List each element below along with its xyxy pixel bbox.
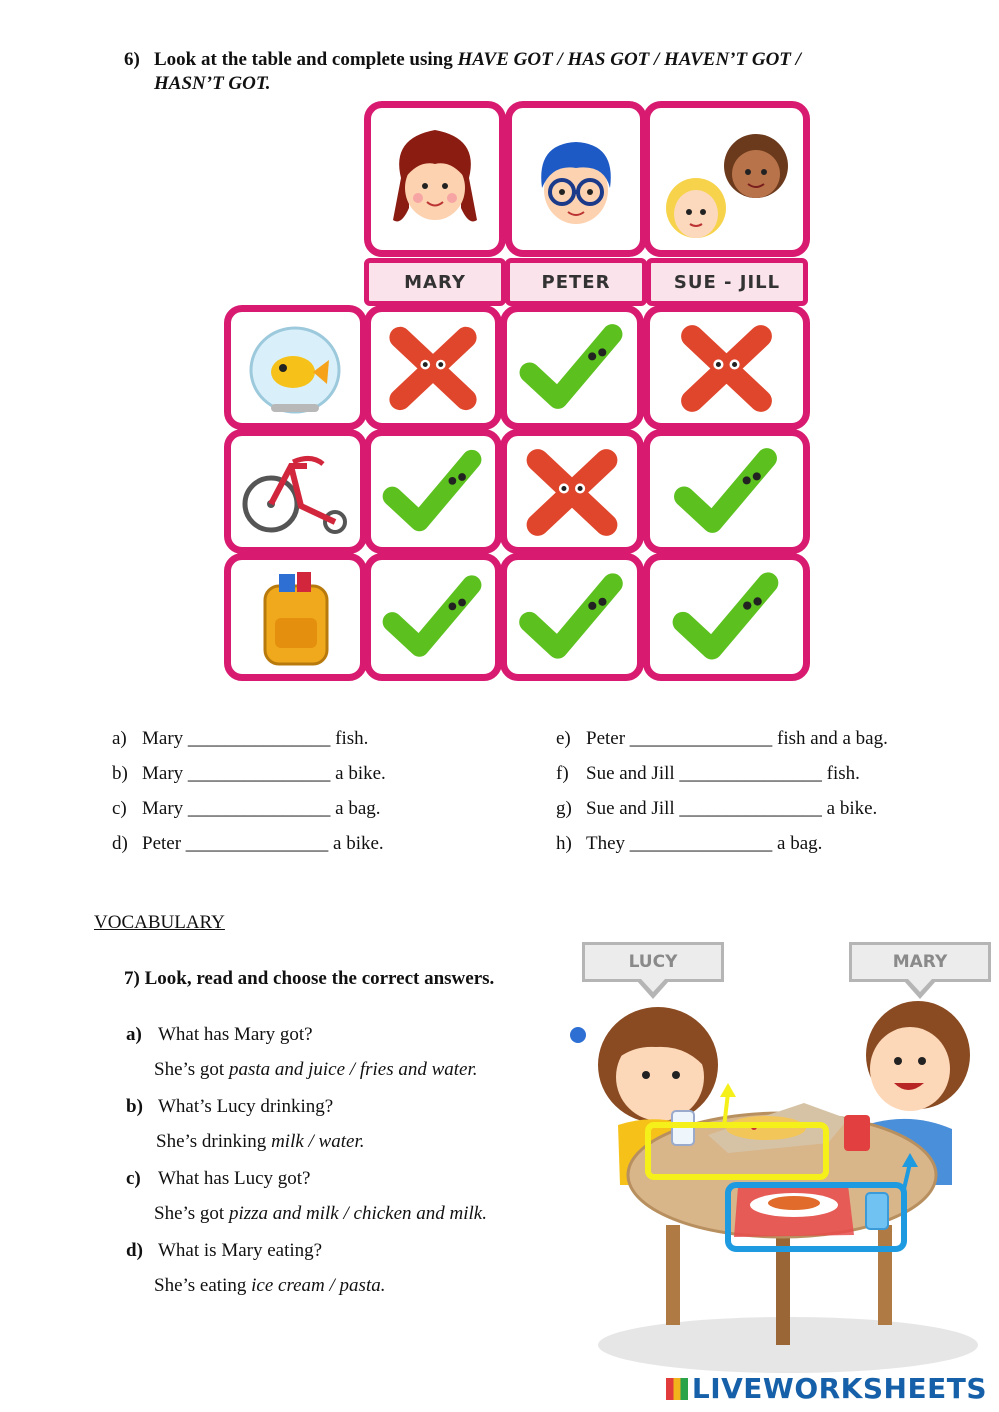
question-text: What has Lucy got?	[158, 1168, 311, 1189]
sentence-text[interactable]: Mary _______________ a bag.	[142, 798, 381, 819]
question-item	[126, 1168, 310, 1190]
sentence-item	[556, 833, 822, 855]
sentence-item	[112, 728, 368, 750]
sentence-label: a)	[112, 728, 127, 749]
question-item	[126, 1096, 333, 1118]
question-label: d)	[126, 1240, 143, 1261]
cross-icon	[500, 429, 644, 554]
instruction-text: Look at the table and complete using	[154, 49, 458, 70]
sentence-label: f)	[556, 763, 569, 784]
sentence-text[interactable]: Sue and Jill _______________ a bike.	[586, 798, 878, 819]
answer-line	[154, 1059, 478, 1081]
answer-line	[156, 1131, 364, 1153]
answer-line	[154, 1275, 385, 1297]
mary-face-image	[364, 101, 506, 257]
sue-jill-faces-image	[643, 101, 810, 257]
tick-icon	[500, 305, 644, 430]
sentence-text[interactable]: Sue and Jill _______________ fish.	[586, 763, 860, 784]
tricycle-image	[224, 429, 367, 554]
tick-icon	[643, 429, 810, 554]
answer-options[interactable]: pizza and milk / chicken and milk.	[228, 1203, 487, 1224]
question-label: b)	[126, 1096, 143, 1117]
question-label: c)	[126, 1168, 141, 1189]
name-label-mary: MARY	[364, 258, 506, 306]
lucy-label: LUCY	[582, 942, 724, 982]
sentence-item	[556, 728, 888, 750]
mary-label: MARY	[849, 942, 991, 982]
kids-table-illustration	[548, 935, 994, 1375]
name-label-peter: PETER	[505, 258, 647, 306]
fish-bowl-image	[224, 305, 367, 430]
question-label: a)	[126, 1024, 142, 1045]
liveworksheets-logo-text: LIVEWORKSHEETS	[691, 1372, 987, 1405]
sentence-label: c)	[112, 798, 127, 819]
tick-icon	[643, 553, 810, 681]
answer-options[interactable]: ice cream / pasta.	[251, 1275, 386, 1296]
exercise-7-title: 7) Look, read and choose the correct answers.	[124, 968, 495, 989]
vocabulary-heading: VOCABULARY	[94, 912, 225, 933]
sentence-label: h)	[556, 833, 572, 854]
sentence-text[interactable]: They _______________ a bag.	[586, 833, 823, 854]
cross-icon	[364, 305, 502, 430]
sentence-item	[112, 763, 386, 785]
kids-eating-picture	[548, 935, 994, 1375]
sentence-label: b)	[112, 763, 128, 784]
sentence-text[interactable]: Peter _______________ a bike.	[142, 833, 384, 854]
instruction-options: HAVE GOT / HAS GOT / HAVEN’T GOT /	[457, 49, 801, 70]
sentence-label: d)	[112, 833, 128, 854]
tick-icon	[364, 429, 502, 554]
question-text: What has Mary got?	[158, 1024, 313, 1045]
sentence-item	[556, 763, 860, 785]
instruction-options-line2: HASN’T GOT.	[154, 73, 271, 94]
sentence-label: g)	[556, 798, 572, 819]
question-text: What is Mary eating?	[158, 1240, 323, 1261]
have-got-table	[0, 0, 999, 700]
answer-line	[154, 1203, 487, 1225]
answer-prefix: She’s got	[154, 1203, 229, 1224]
sentence-label: e)	[556, 728, 571, 749]
cross-icon	[643, 305, 810, 430]
name-label-sue-jill: SUE - JILL	[646, 258, 808, 306]
answer-prefix: She’s drinking	[156, 1131, 272, 1152]
answer-options[interactable]: pasta and juice / fries and water.	[228, 1059, 478, 1080]
question-text: What’s Lucy drinking?	[158, 1096, 334, 1117]
liveworksheets-logo-icon	[666, 1378, 688, 1400]
tick-icon	[500, 553, 644, 681]
tick-icon	[364, 553, 502, 681]
exercise-number: 6)	[124, 49, 140, 70]
sentence-text[interactable]: Mary _______________ a bike.	[142, 763, 386, 784]
school-bag-image	[224, 553, 367, 681]
peter-face-image	[505, 101, 647, 257]
sentence-text[interactable]: Peter _______________ fish and a bag.	[586, 728, 888, 749]
liveworksheets-logo	[666, 1372, 987, 1405]
question-item	[126, 1240, 322, 1262]
sentence-text[interactable]: Mary _______________ fish.	[142, 728, 369, 749]
sentence-item	[112, 798, 381, 820]
answer-prefix: She’s eating	[154, 1275, 252, 1296]
answer-prefix: She’s got	[154, 1059, 229, 1080]
answer-options[interactable]: milk / water.	[271, 1131, 365, 1152]
question-item	[126, 1024, 313, 1046]
sentence-item	[556, 798, 877, 820]
sentence-item	[112, 833, 384, 855]
